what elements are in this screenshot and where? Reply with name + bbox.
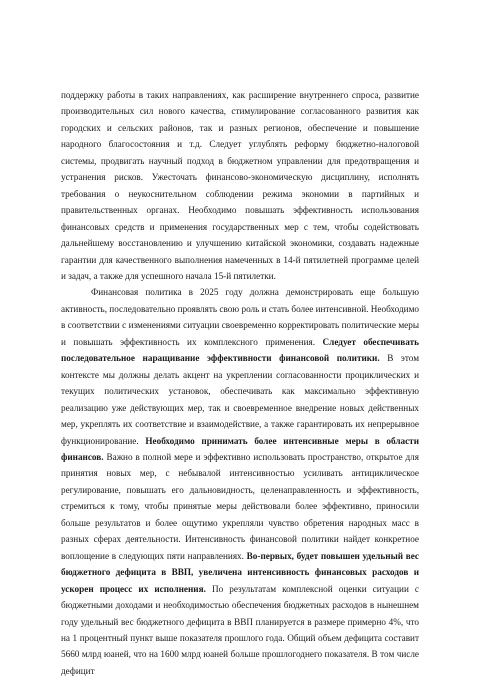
paragraph-2-bold-3: Во-первых, будет повышен удельный вес бюджетного дефицита в ВВП, увеличена интенсивность финансовых расходов и ускорен процесс их исполнения. bbox=[61, 550, 419, 594]
paragraph-2-text-2: В этом контексте мы должны делать акцент на укреплении согласованности проциклических и текущих политических установок, обеспечивать как максимально эффективную реализацию уже действующих мер, так и своевременное внедрение новых действенных мер, укреплять их соответствие и взаимодействие, а также гарантировать их непрерывное функционирование. bbox=[61, 353, 420, 446]
paragraph-2 bbox=[61, 284, 419, 679]
document-body bbox=[61, 87, 419, 679]
paragraph-2-text-4: По результатам комплексной оценки ситуации с бюджетными доходами и необходимостью обеспечения бюджетных расходов в нынешнем году удельный вес бюджетного дефицита в ВВП планируется в размере примерно 4%, что на 1 процентный пункт выше показателя прошлого года. Общий объем дефицита составит 5660 млрд юаней, что на 1600 млрд юаней больше прошлогоднего показателя. В том числе дефицит bbox=[61, 583, 419, 676]
paragraph-2-bold-1: Следует обеспечивать последовательное наращивание эффективности финансовой политики. bbox=[61, 336, 419, 364]
paragraph-1: поддержку работы в таких направлениях, как расширение внутреннего спроса, развитие производительных сил нового качества, стимулирование согласованного развития как городских и сельских районов, так и разных регионов, обеспечение и повышение народного благосостояния и т.д. Следует углублять реформу бюджетно-налоговой системы, продвигать научный подход в бюджетном управлении для предотвращения и устранения рисков. Ужесточать финансово-экономическую дисциплину, исполнять требования о неукоснительном соблюдении режима экономии в партийных и правительственных органах. Необходимо повышать эффективность использования финансовых средств и применения государственных мер с тем, чтобы содействовать дальнейшему восстановлению и улучшению китайской экономики, создавать надежные гарантии для качественного выполнения намеченных в 14-й пятилетней программе целей и задач, а также для успешного начала 15-й пятилетки. bbox=[61, 90, 419, 281]
paragraph-2-text-3: Важно в полной мере и эффективно использовать пространство, открытое для принятия новых мер, с небывалой интенсивностью усиливать антициклическое регулирование, повышать его дальновидность, целенаправленность и эффективность, стремиться к тому, чтобы принятые меры действовали более эффективно, приносили больше результатов и более ощутимо укрепляли чувство обретения народных масс в разных сферах деятельности. Интенсивность финансовой политики найдет конкретное воплощение в следующих пяти направлениях. bbox=[61, 451, 419, 561]
paragraph-2-text-1: Финансовая политика в 2025 году должна демонстрировать еще большую активность, последовательно проявлять свою роль и стать более интенсивной. Необходимо в соответствии с изменениями ситуации своевременно корректировать политические меры и повышать эффективность их комплексного применения. bbox=[61, 287, 419, 347]
paragraph-2-bold-2: Необходимо принимать более интенсивные меры в области финансов. bbox=[61, 435, 419, 462]
